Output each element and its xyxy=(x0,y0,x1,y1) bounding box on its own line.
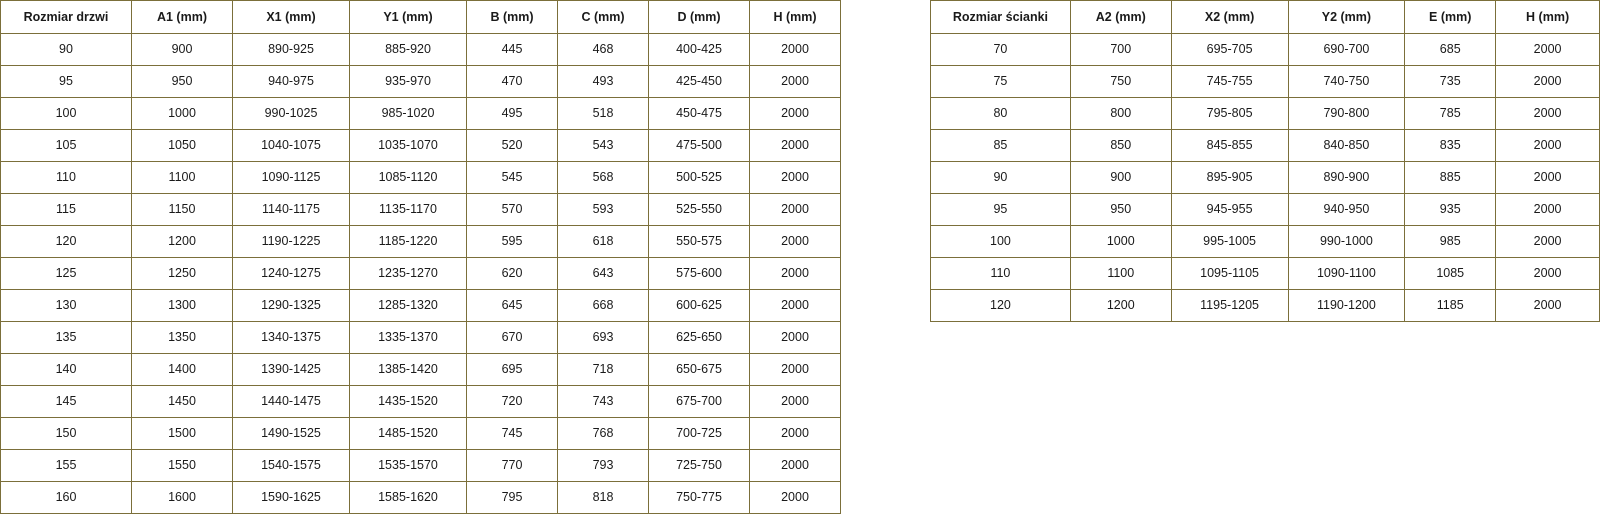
doors-table-cell: 2000 xyxy=(750,290,841,322)
doors-table-cell: 1190-1225 xyxy=(233,226,350,258)
walls-table-cell: 2000 xyxy=(1496,130,1600,162)
doors-table-cell: 150 xyxy=(1,418,132,450)
doors-table-cell: 1340-1375 xyxy=(233,322,350,354)
doors-table-cell: 885-920 xyxy=(350,34,467,66)
table-row xyxy=(931,226,1600,258)
walls-table-cell: 785 xyxy=(1405,98,1496,130)
doors-table-cell: 2000 xyxy=(750,226,841,258)
doors-table-body xyxy=(1,34,841,514)
doors-table-cell: 135 xyxy=(1,322,132,354)
table-row xyxy=(1,482,841,514)
doors-table-cell: 1335-1370 xyxy=(350,322,467,354)
doors-table-cell: 140 xyxy=(1,354,132,386)
doors-table-cell: 1200 xyxy=(132,226,233,258)
doors-table-cell: 2000 xyxy=(750,194,841,226)
walls-table-column-header: Rozmiar ścianki xyxy=(931,1,1071,34)
doors-table-cell: 2000 xyxy=(750,354,841,386)
doors-table-cell: 1440-1475 xyxy=(233,386,350,418)
table-row xyxy=(1,194,841,226)
walls-table-body xyxy=(931,34,1600,322)
walls-table-cell: 110 xyxy=(931,258,1071,290)
doors-table-cell: 900 xyxy=(132,34,233,66)
doors-table-cell: 1050 xyxy=(132,130,233,162)
doors-table-cell: 743 xyxy=(558,386,649,418)
doors-table-cell: 620 xyxy=(467,258,558,290)
table-row xyxy=(931,34,1600,66)
doors-table-cell: 593 xyxy=(558,194,649,226)
doors-table-cell: 115 xyxy=(1,194,132,226)
table-row xyxy=(931,98,1600,130)
doors-table-cell: 670 xyxy=(467,322,558,354)
doors-table-cell: 90 xyxy=(1,34,132,66)
doors-table-cell: 940-975 xyxy=(233,66,350,98)
walls-table-cell: 985 xyxy=(1405,226,1496,258)
doors-table-cell: 745 xyxy=(467,418,558,450)
table-row xyxy=(1,450,841,482)
doors-table-cell: 725-750 xyxy=(649,450,750,482)
doors-table-cell: 2000 xyxy=(750,418,841,450)
table-row xyxy=(1,162,841,194)
doors-table-cell: 645 xyxy=(467,290,558,322)
walls-table-cell: 800 xyxy=(1070,98,1171,130)
doors-table-cell: 650-675 xyxy=(649,354,750,386)
walls-table-cell: 1085 xyxy=(1405,258,1496,290)
doors-table-header-row xyxy=(1,1,841,34)
doors-table-cell: 1235-1270 xyxy=(350,258,467,290)
walls-table-cell: 2000 xyxy=(1496,34,1600,66)
table-row xyxy=(1,354,841,386)
doors-table-cell: 1090-1125 xyxy=(233,162,350,194)
table-row xyxy=(931,194,1600,226)
walls-table-cell: 735 xyxy=(1405,66,1496,98)
doors-table-cell: 500-525 xyxy=(649,162,750,194)
walls-dimensions-table xyxy=(930,0,1600,322)
doors-table-cell: 2000 xyxy=(750,482,841,514)
table-row xyxy=(931,162,1600,194)
walls-table-cell: 685 xyxy=(1405,34,1496,66)
doors-table-cell: 768 xyxy=(558,418,649,450)
walls-table-cell: 990-1000 xyxy=(1288,226,1405,258)
doors-table-cell: 105 xyxy=(1,130,132,162)
doors-table-cell: 1300 xyxy=(132,290,233,322)
walls-table-cell: 995-1005 xyxy=(1171,226,1288,258)
doors-table-cell: 475-500 xyxy=(649,130,750,162)
doors-table-cell: 2000 xyxy=(750,258,841,290)
doors-table-cell: 400-425 xyxy=(649,34,750,66)
doors-table-column-header: X1 (mm) xyxy=(233,1,350,34)
walls-table-cell: 935 xyxy=(1405,194,1496,226)
walls-table-cell: 70 xyxy=(931,34,1071,66)
doors-table-cell: 1250 xyxy=(132,258,233,290)
table-row xyxy=(1,98,841,130)
walls-table-cell: 2000 xyxy=(1496,98,1600,130)
doors-table-cell: 145 xyxy=(1,386,132,418)
walls-table-cell: 90 xyxy=(931,162,1071,194)
walls-table-cell: 740-750 xyxy=(1288,66,1405,98)
doors-table-column-header: B (mm) xyxy=(467,1,558,34)
doors-table-cell: 770 xyxy=(467,450,558,482)
walls-table-column-header: H (mm) xyxy=(1496,1,1600,34)
walls-table-cell: 750 xyxy=(1070,66,1171,98)
doors-table-cell: 518 xyxy=(558,98,649,130)
table-row xyxy=(1,386,841,418)
doors-table-cell: 520 xyxy=(467,130,558,162)
walls-table-cell: 850 xyxy=(1070,130,1171,162)
doors-table-cell: 1550 xyxy=(132,450,233,482)
walls-table-cell: 695-705 xyxy=(1171,34,1288,66)
walls-table-cell: 900 xyxy=(1070,162,1171,194)
walls-table-cell: 75 xyxy=(931,66,1071,98)
doors-table-cell: 1035-1070 xyxy=(350,130,467,162)
doors-table-cell: 550-575 xyxy=(649,226,750,258)
doors-table-cell: 595 xyxy=(467,226,558,258)
doors-table-cell: 425-450 xyxy=(649,66,750,98)
doors-table-cell: 543 xyxy=(558,130,649,162)
walls-table-cell: 890-900 xyxy=(1288,162,1405,194)
walls-table-cell: 2000 xyxy=(1496,290,1600,322)
doors-table-cell: 1150 xyxy=(132,194,233,226)
doors-table-cell: 130 xyxy=(1,290,132,322)
walls-table-cell: 700 xyxy=(1070,34,1171,66)
doors-table-cell: 2000 xyxy=(750,34,841,66)
doors-table-cell: 1585-1620 xyxy=(350,482,467,514)
doors-table-cell: 668 xyxy=(558,290,649,322)
walls-table-cell: 1185 xyxy=(1405,290,1496,322)
walls-table-cell: 2000 xyxy=(1496,194,1600,226)
walls-table-cell: 840-850 xyxy=(1288,130,1405,162)
doors-table-cell: 693 xyxy=(558,322,649,354)
doors-table-cell: 1085-1120 xyxy=(350,162,467,194)
walls-table-cell: 2000 xyxy=(1496,66,1600,98)
table-row xyxy=(1,290,841,322)
doors-table-cell: 493 xyxy=(558,66,649,98)
walls-table-cell: 85 xyxy=(931,130,1071,162)
doors-table-cell: 643 xyxy=(558,258,649,290)
doors-table-cell: 2000 xyxy=(750,386,841,418)
walls-table-cell: 2000 xyxy=(1496,162,1600,194)
doors-table-cell: 795 xyxy=(467,482,558,514)
walls-table-column-header: Y2 (mm) xyxy=(1288,1,1405,34)
walls-table-cell: 745-755 xyxy=(1171,66,1288,98)
walls-table-cell: 940-950 xyxy=(1288,194,1405,226)
doors-table-cell: 1500 xyxy=(132,418,233,450)
doors-table-cell: 1535-1570 xyxy=(350,450,467,482)
walls-table-header-row xyxy=(931,1,1600,34)
doors-table-cell: 160 xyxy=(1,482,132,514)
walls-dimensions-table-container xyxy=(930,0,1600,322)
doors-table-cell: 695 xyxy=(467,354,558,386)
table-row xyxy=(1,66,841,98)
doors-table-cell: 1490-1525 xyxy=(233,418,350,450)
walls-table-cell: 1195-1205 xyxy=(1171,290,1288,322)
doors-table-cell: 1485-1520 xyxy=(350,418,467,450)
doors-table-cell: 2000 xyxy=(750,66,841,98)
doors-table-cell: 935-970 xyxy=(350,66,467,98)
walls-table-column-header: E (mm) xyxy=(1405,1,1496,34)
doors-table-cell: 100 xyxy=(1,98,132,130)
doors-table-cell: 468 xyxy=(558,34,649,66)
walls-table-cell: 95 xyxy=(931,194,1071,226)
walls-table-cell: 1100 xyxy=(1070,258,1171,290)
walls-table-column-header: X2 (mm) xyxy=(1171,1,1288,34)
walls-table-cell: 120 xyxy=(931,290,1071,322)
walls-table-cell: 100 xyxy=(931,226,1071,258)
doors-table-cell: 990-1025 xyxy=(233,98,350,130)
doors-table-cell: 95 xyxy=(1,66,132,98)
doors-table-head xyxy=(1,1,841,34)
doors-table-cell: 700-725 xyxy=(649,418,750,450)
doors-table-cell: 618 xyxy=(558,226,649,258)
table-row xyxy=(931,66,1600,98)
doors-table-cell: 720 xyxy=(467,386,558,418)
walls-table-cell: 1200 xyxy=(1070,290,1171,322)
table-row xyxy=(1,258,841,290)
doors-table-cell: 450-475 xyxy=(649,98,750,130)
doors-table-cell: 625-650 xyxy=(649,322,750,354)
doors-table-cell: 525-550 xyxy=(649,194,750,226)
doors-table-cell: 495 xyxy=(467,98,558,130)
doors-table-cell: 568 xyxy=(558,162,649,194)
table-row xyxy=(1,322,841,354)
doors-table-cell: 1140-1175 xyxy=(233,194,350,226)
walls-table-cell: 80 xyxy=(931,98,1071,130)
walls-table-cell: 790-800 xyxy=(1288,98,1405,130)
doors-table-cell: 2000 xyxy=(750,450,841,482)
doors-table-cell: 1350 xyxy=(132,322,233,354)
doors-table-column-header: A1 (mm) xyxy=(132,1,233,34)
walls-table-head xyxy=(931,1,1600,34)
doors-table-cell: 1400 xyxy=(132,354,233,386)
table-row xyxy=(1,226,841,258)
doors-table-cell: 1450 xyxy=(132,386,233,418)
walls-table-cell: 795-805 xyxy=(1171,98,1288,130)
walls-table-column-header: A2 (mm) xyxy=(1070,1,1171,34)
doors-table-cell: 1135-1170 xyxy=(350,194,467,226)
walls-table-cell: 2000 xyxy=(1496,258,1600,290)
walls-table-cell: 1190-1200 xyxy=(1288,290,1405,322)
doors-table-cell: 1435-1520 xyxy=(350,386,467,418)
walls-table-cell: 1095-1105 xyxy=(1171,258,1288,290)
doors-table-cell: 1290-1325 xyxy=(233,290,350,322)
doors-table-cell: 2000 xyxy=(750,130,841,162)
doors-table-cell: 2000 xyxy=(750,98,841,130)
walls-table-cell: 945-955 xyxy=(1171,194,1288,226)
doors-table-cell: 1590-1625 xyxy=(233,482,350,514)
doors-table-cell: 750-775 xyxy=(649,482,750,514)
doors-table-cell: 1000 xyxy=(132,98,233,130)
walls-table-cell: 835 xyxy=(1405,130,1496,162)
walls-table-cell: 1090-1100 xyxy=(1288,258,1405,290)
doors-table-cell: 110 xyxy=(1,162,132,194)
doors-table-cell: 1390-1425 xyxy=(233,354,350,386)
doors-table-cell: 470 xyxy=(467,66,558,98)
doors-table-cell: 890-925 xyxy=(233,34,350,66)
table-row xyxy=(1,34,841,66)
doors-table-column-header: C (mm) xyxy=(558,1,649,34)
doors-table-cell: 545 xyxy=(467,162,558,194)
doors-table-cell: 818 xyxy=(558,482,649,514)
doors-table-cell: 155 xyxy=(1,450,132,482)
doors-table-cell: 570 xyxy=(467,194,558,226)
doors-table-column-header: D (mm) xyxy=(649,1,750,34)
table-row xyxy=(1,130,841,162)
doors-table-column-header: Y1 (mm) xyxy=(350,1,467,34)
walls-table-cell: 950 xyxy=(1070,194,1171,226)
doors-table-cell: 575-600 xyxy=(649,258,750,290)
doors-table-cell: 950 xyxy=(132,66,233,98)
table-row xyxy=(931,290,1600,322)
doors-table-cell: 1600 xyxy=(132,482,233,514)
doors-table-cell: 1385-1420 xyxy=(350,354,467,386)
doors-table-cell: 675-700 xyxy=(649,386,750,418)
doors-table-cell: 2000 xyxy=(750,322,841,354)
walls-table-cell: 690-700 xyxy=(1288,34,1405,66)
doors-table-cell: 2000 xyxy=(750,162,841,194)
doors-table-cell: 1285-1320 xyxy=(350,290,467,322)
walls-table-cell: 885 xyxy=(1405,162,1496,194)
doors-table-cell: 1185-1220 xyxy=(350,226,467,258)
doors-table-cell: 445 xyxy=(467,34,558,66)
doors-table-cell: 1040-1075 xyxy=(233,130,350,162)
walls-table-cell: 2000 xyxy=(1496,226,1600,258)
doors-table-cell: 120 xyxy=(1,226,132,258)
doors-table-cell: 600-625 xyxy=(649,290,750,322)
walls-table-cell: 845-855 xyxy=(1171,130,1288,162)
doors-table-cell: 1100 xyxy=(132,162,233,194)
doors-table-cell: 985-1020 xyxy=(350,98,467,130)
table-row xyxy=(1,418,841,450)
walls-table-cell: 1000 xyxy=(1070,226,1171,258)
doors-table-cell: 125 xyxy=(1,258,132,290)
doors-table-cell: 1240-1275 xyxy=(233,258,350,290)
doors-table-cell: 718 xyxy=(558,354,649,386)
walls-table-cell: 895-905 xyxy=(1171,162,1288,194)
doors-table-cell: 1540-1575 xyxy=(233,450,350,482)
doors-table-cell: 793 xyxy=(558,450,649,482)
table-row xyxy=(931,130,1600,162)
table-row xyxy=(931,258,1600,290)
doors-table-column-header: Rozmiar drzwi xyxy=(1,1,132,34)
doors-table-column-header: H (mm) xyxy=(750,1,841,34)
